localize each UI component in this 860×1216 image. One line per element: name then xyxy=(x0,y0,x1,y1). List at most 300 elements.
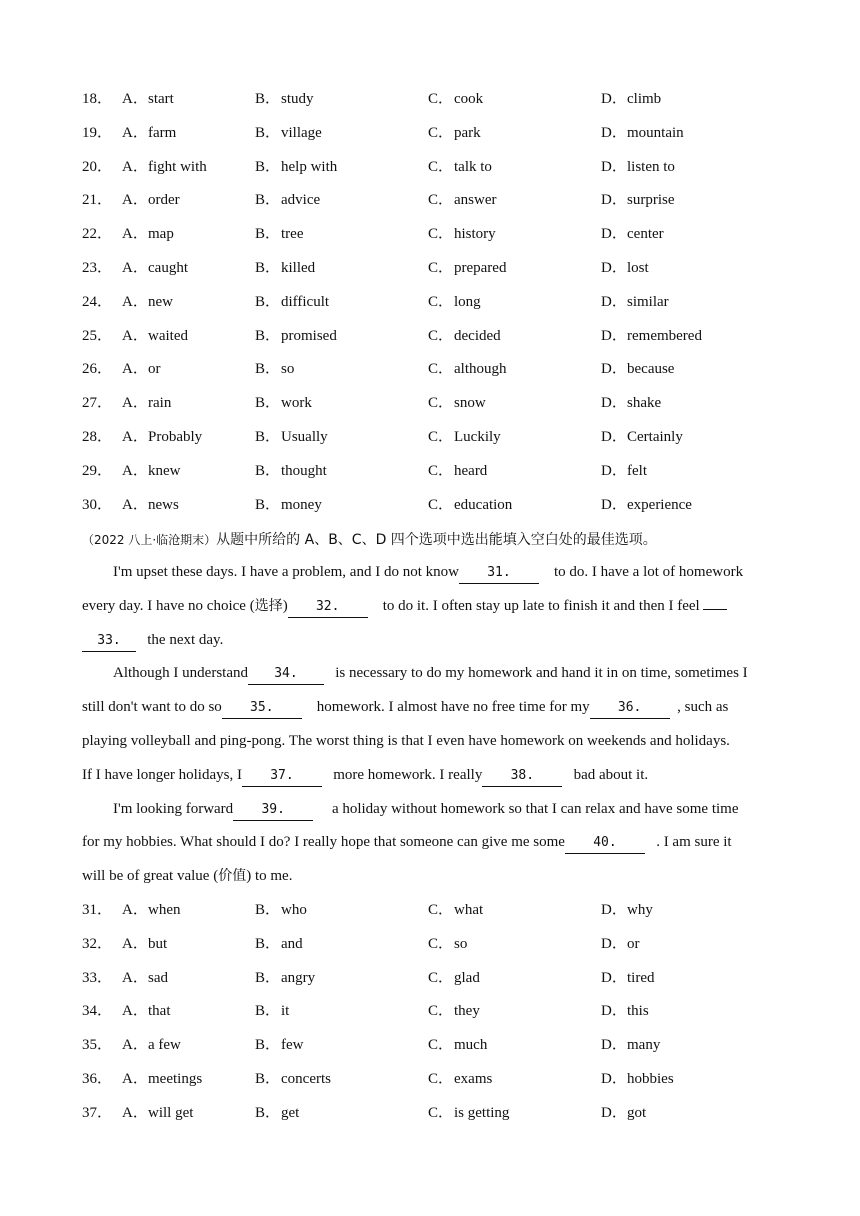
option-a[interactable] xyxy=(122,122,176,144)
option-text: so xyxy=(454,935,468,952)
option-b[interactable] xyxy=(255,257,315,279)
option-d[interactable] xyxy=(601,967,655,989)
option-letter: C． xyxy=(428,327,454,344)
option-letter: B． xyxy=(255,1104,281,1121)
option-letter: B． xyxy=(255,429,281,445)
question-number: 36． xyxy=(82,1071,113,1087)
option-b[interactable] xyxy=(255,426,328,448)
option-text: prepared xyxy=(454,260,507,276)
option-letter: D． xyxy=(601,902,627,918)
passage-text: I'm upset these days. I have a problem, and I do not know xyxy=(113,564,459,580)
option-text: cook xyxy=(454,91,484,107)
option-a[interactable] xyxy=(122,426,202,448)
option-b[interactable] xyxy=(255,1034,304,1056)
option-text: because xyxy=(627,361,675,378)
option-text: and xyxy=(281,935,303,952)
passage-text-cn: 选择 xyxy=(254,597,283,614)
blank-31[interactable]: 31. xyxy=(459,563,539,584)
option-letter: D． xyxy=(601,496,627,513)
option-text: similar xyxy=(627,293,669,310)
passage-text: I'm looking forward xyxy=(113,800,234,817)
option-letter: D． xyxy=(601,1071,627,1087)
question-number: 28． xyxy=(82,429,113,445)
option-a[interactable] xyxy=(122,156,207,178)
option-letter: A． xyxy=(122,361,148,378)
option-text: or xyxy=(627,935,640,952)
option-text: snow xyxy=(454,395,486,412)
passage-line xyxy=(82,624,782,658)
section-heading xyxy=(82,529,657,551)
blank-34[interactable]: 34. xyxy=(248,664,324,685)
option-d[interactable] xyxy=(601,223,664,245)
section-instruction: 从题中所给的 A、B、C、D 四个选项中选出能填入空白处的最佳选项。 xyxy=(216,532,657,548)
option-d[interactable] xyxy=(601,392,661,414)
option-letter: B． xyxy=(255,327,281,344)
option-text: hobbies xyxy=(627,1071,674,1087)
option-text: although xyxy=(454,361,507,378)
option-text: that xyxy=(148,1003,171,1020)
passage-text: ) to me. xyxy=(246,868,293,885)
option-text: meetings xyxy=(148,1071,203,1087)
option-letter: B． xyxy=(255,969,281,986)
option-a[interactable] xyxy=(122,1068,202,1090)
question-number: 18． xyxy=(82,91,113,107)
option-letter: D． xyxy=(601,935,627,952)
option-letter: D． xyxy=(601,395,627,412)
passage-line xyxy=(82,826,782,860)
option-letter: C． xyxy=(428,192,454,209)
option-letter: C． xyxy=(428,1071,454,1087)
option-text: promised xyxy=(281,327,337,344)
option-letter: D． xyxy=(601,293,627,310)
option-d[interactable] xyxy=(601,189,675,211)
option-c[interactable] xyxy=(428,392,486,414)
option-letter: A． xyxy=(122,902,148,918)
option-text: sad xyxy=(148,969,168,986)
option-text: will get xyxy=(148,1104,194,1121)
option-letter: A． xyxy=(122,1003,148,1020)
option-letter: B． xyxy=(255,124,281,141)
option-letter: B． xyxy=(255,935,281,952)
option-b[interactable] xyxy=(255,1000,289,1022)
option-text: knew xyxy=(148,462,181,479)
option-letter: D． xyxy=(601,462,627,479)
passage-text: bad about it. xyxy=(573,766,649,783)
option-text: much xyxy=(454,1037,488,1054)
option-text: Probably xyxy=(148,429,203,445)
passage-line xyxy=(82,793,782,827)
passage-text: Although I understand xyxy=(113,665,248,682)
option-text: get xyxy=(281,1104,300,1121)
option-c[interactable] xyxy=(428,967,480,989)
option-b[interactable] xyxy=(255,1102,299,1124)
question-number: 37． xyxy=(82,1104,113,1121)
option-text: listen to xyxy=(627,158,675,175)
passage-text: more homework. I really xyxy=(333,766,483,783)
option-letter: C． xyxy=(428,969,454,986)
option-text: difficult xyxy=(281,293,330,310)
option-letter: A． xyxy=(122,462,148,479)
option-letter: C． xyxy=(428,935,454,952)
option-d[interactable] xyxy=(601,122,684,144)
option-b[interactable] xyxy=(255,494,322,516)
question-number: 32． xyxy=(82,935,113,952)
option-c[interactable] xyxy=(428,189,496,211)
option-text: killed xyxy=(281,260,316,276)
passage-line xyxy=(82,691,782,725)
option-text: map xyxy=(148,226,174,243)
option-text: park xyxy=(454,124,481,141)
option-c[interactable] xyxy=(428,291,481,313)
option-a[interactable] xyxy=(122,494,179,516)
option-letter: B． xyxy=(255,361,281,378)
option-c[interactable] xyxy=(428,1034,487,1056)
question-number: 26． xyxy=(82,361,113,378)
option-b[interactable] xyxy=(255,325,337,347)
option-b[interactable] xyxy=(255,358,294,380)
option-letter: A． xyxy=(122,124,148,141)
option-c[interactable] xyxy=(428,325,501,347)
option-c[interactable] xyxy=(428,358,507,380)
option-letter: D． xyxy=(601,1037,627,1054)
option-letter: B． xyxy=(255,496,281,513)
option-letter: A． xyxy=(122,429,148,445)
option-letter: A． xyxy=(122,260,148,276)
blank-37[interactable]: 37. xyxy=(242,766,322,787)
option-text: talk to xyxy=(454,158,492,175)
option-c[interactable] xyxy=(428,1068,492,1090)
question-number: 30． xyxy=(82,496,113,513)
option-text: news xyxy=(148,496,179,513)
option-letter: C． xyxy=(428,462,454,479)
option-text: concerts xyxy=(281,1071,331,1087)
option-text: rain xyxy=(148,395,172,412)
option-letter: B． xyxy=(255,192,281,209)
option-text: got xyxy=(627,1104,647,1121)
option-letter: D． xyxy=(601,158,627,175)
option-a[interactable] xyxy=(122,1034,181,1056)
option-text: thought xyxy=(281,462,327,479)
option-text: it xyxy=(281,1003,290,1020)
option-letter: C． xyxy=(428,902,454,918)
option-text: lost xyxy=(627,260,649,276)
option-text: who xyxy=(281,902,307,918)
passage-text: homework. I almost have no free time for my xyxy=(316,699,590,716)
option-a[interactable] xyxy=(122,933,167,955)
option-letter: C． xyxy=(428,496,454,513)
option-b[interactable] xyxy=(255,291,329,313)
section-source: （2022 八上·临沧期末） xyxy=(82,533,217,547)
blank-36[interactable]: 36. xyxy=(590,698,670,719)
option-text: center xyxy=(627,226,664,243)
option-letter: C． xyxy=(428,1003,454,1020)
passage-line xyxy=(82,657,782,691)
passage-text: the next day. xyxy=(147,631,224,648)
option-c[interactable] xyxy=(428,122,481,144)
option-a[interactable] xyxy=(122,358,161,380)
option-text: few xyxy=(281,1037,304,1054)
option-text: Luckily xyxy=(454,429,501,445)
option-letter: A． xyxy=(122,91,148,107)
option-letter: C． xyxy=(428,1104,454,1121)
option-a[interactable] xyxy=(122,223,174,245)
option-text: surprise xyxy=(627,192,675,209)
question-number: 33． xyxy=(82,969,113,986)
option-letter: D． xyxy=(601,969,627,986)
option-text: exams xyxy=(454,1071,493,1087)
option-letter: A． xyxy=(122,935,148,952)
option-c[interactable] xyxy=(428,257,506,279)
option-a[interactable] xyxy=(122,899,181,921)
passage-line xyxy=(82,590,782,624)
option-c[interactable] xyxy=(428,494,512,516)
option-b[interactable] xyxy=(255,189,320,211)
option-text: angry xyxy=(281,969,316,986)
option-text: is getting xyxy=(454,1104,510,1121)
option-letter: B． xyxy=(255,395,281,412)
option-letter: B． xyxy=(255,1037,281,1054)
option-text: many xyxy=(627,1037,661,1054)
option-letter: B． xyxy=(255,1003,281,1020)
option-letter: B． xyxy=(255,902,281,918)
option-text: tree xyxy=(281,226,304,243)
option-c[interactable] xyxy=(428,460,487,482)
option-text: village xyxy=(281,124,322,141)
question-number: 22． xyxy=(82,226,113,243)
passage-text: will be of great value ( xyxy=(82,868,219,885)
passage-text: every day. I have no choice ( xyxy=(82,597,255,614)
option-c[interactable] xyxy=(428,899,483,921)
option-d[interactable] xyxy=(601,1000,649,1022)
option-text: waited xyxy=(148,327,188,344)
option-text: what xyxy=(454,902,484,918)
passage-text: for my hobbies. What should I do? I really hope that someone can give me some xyxy=(82,834,565,851)
option-letter: C． xyxy=(428,293,454,310)
option-b[interactable] xyxy=(255,933,303,955)
question-number: 21． xyxy=(82,192,113,209)
option-text: a few xyxy=(148,1037,181,1054)
option-d[interactable] xyxy=(601,1034,660,1056)
option-letter: C． xyxy=(428,158,454,175)
option-text: new xyxy=(148,293,173,310)
option-d[interactable] xyxy=(601,325,702,347)
option-a[interactable] xyxy=(122,189,180,211)
option-text: but xyxy=(148,935,168,952)
option-letter: C． xyxy=(428,361,454,378)
option-b[interactable] xyxy=(255,122,322,144)
option-letter: C． xyxy=(428,91,454,107)
option-letter: A． xyxy=(122,158,148,175)
option-b[interactable] xyxy=(255,156,337,178)
option-c[interactable] xyxy=(428,933,467,955)
option-text: they xyxy=(454,1003,480,1020)
option-c[interactable] xyxy=(428,426,501,448)
option-a[interactable] xyxy=(122,392,171,414)
option-text: or xyxy=(148,361,161,378)
passage xyxy=(82,556,782,894)
option-a[interactable] xyxy=(122,967,168,989)
option-d[interactable] xyxy=(601,291,669,313)
option-text: money xyxy=(281,496,322,513)
option-text: shake xyxy=(627,395,662,412)
option-letter: B． xyxy=(255,158,281,175)
option-text: so xyxy=(281,361,295,378)
option-text: help with xyxy=(281,158,338,175)
option-c[interactable] xyxy=(428,156,492,178)
passage-text: to do. I have a lot of homework xyxy=(553,564,744,580)
passage-text: playing volleyball and ping-pong. The worst thing is that I even have homework on weekends and holidays. xyxy=(82,732,730,749)
blank-39[interactable]: 39. xyxy=(233,800,313,821)
option-text: Usually xyxy=(281,429,328,445)
blank-32[interactable]: 32. xyxy=(288,597,368,618)
option-text: tired xyxy=(627,969,655,986)
option-b[interactable] xyxy=(255,460,327,482)
option-letter: A． xyxy=(122,969,148,986)
option-a[interactable] xyxy=(122,257,188,279)
option-c[interactable] xyxy=(428,223,496,245)
option-letter: C． xyxy=(428,1037,454,1054)
option-text: work xyxy=(281,395,312,412)
option-letter: B． xyxy=(255,462,281,479)
question-number: 24． xyxy=(82,293,113,310)
passage-text: , such as xyxy=(677,699,729,716)
option-letter: C． xyxy=(428,124,454,141)
option-text: advice xyxy=(281,192,321,209)
option-d[interactable] xyxy=(601,933,640,955)
option-letter: C． xyxy=(428,429,454,445)
option-text: experience xyxy=(627,496,692,513)
question-number: 23． xyxy=(82,260,113,276)
option-letter: D． xyxy=(601,91,627,107)
option-text: caught xyxy=(148,260,188,276)
option-d[interactable] xyxy=(601,460,647,482)
option-letter: A． xyxy=(122,1104,148,1121)
option-c[interactable] xyxy=(428,1102,509,1124)
option-letter: A． xyxy=(122,293,148,310)
option-d[interactable] xyxy=(601,899,653,921)
passage-text: ) xyxy=(282,597,288,614)
blank-35[interactable]: 35. xyxy=(222,698,302,719)
option-letter: D． xyxy=(601,226,627,243)
option-b[interactable] xyxy=(255,899,307,921)
option-text: felt xyxy=(627,462,647,479)
option-c[interactable] xyxy=(428,88,483,110)
blank-33-start[interactable] xyxy=(703,609,727,610)
option-letter: A． xyxy=(122,395,148,412)
option-d[interactable] xyxy=(601,426,683,448)
option-text: why xyxy=(627,902,653,918)
option-text: farm xyxy=(148,124,177,141)
option-a[interactable] xyxy=(122,1102,193,1124)
option-letter: D． xyxy=(601,124,627,141)
blank-40[interactable]: 40. xyxy=(565,833,645,854)
question-number: 20． xyxy=(82,158,113,175)
passage-text: . I am sure it xyxy=(656,834,732,851)
passage-text: is necessary to do my homework and hand it in on time, sometimes I xyxy=(335,665,748,682)
option-a[interactable] xyxy=(122,88,174,110)
option-letter: D． xyxy=(601,260,627,276)
option-letter: D． xyxy=(601,1104,627,1121)
option-letter: A． xyxy=(122,327,148,344)
option-letter: A． xyxy=(122,496,148,513)
option-text: history xyxy=(454,226,496,243)
option-letter: A． xyxy=(122,192,148,209)
option-d[interactable] xyxy=(601,88,661,110)
option-a[interactable] xyxy=(122,460,181,482)
option-text: climb xyxy=(627,91,662,107)
option-letter: A． xyxy=(122,1037,148,1054)
option-b[interactable] xyxy=(255,1068,331,1090)
blank-38[interactable]: 38. xyxy=(482,766,562,787)
option-letter: D． xyxy=(601,192,627,209)
option-text: Certainly xyxy=(627,429,683,445)
option-letter: A． xyxy=(122,226,148,243)
blank-33[interactable]: 33. xyxy=(82,631,136,652)
option-text: this xyxy=(627,1003,649,1020)
option-d[interactable] xyxy=(601,1068,674,1090)
option-b[interactable] xyxy=(255,88,314,110)
option-b[interactable] xyxy=(255,967,315,989)
option-text: when xyxy=(148,902,181,918)
option-a[interactable] xyxy=(122,291,173,313)
option-letter: D． xyxy=(601,361,627,378)
option-text: start xyxy=(148,91,174,107)
passage-line xyxy=(82,556,782,590)
option-letter: B． xyxy=(255,91,281,107)
option-b[interactable] xyxy=(255,223,303,245)
option-text: fight with xyxy=(148,158,207,175)
option-letter: C． xyxy=(428,260,454,276)
passage-text: If I have longer holidays, I xyxy=(82,766,242,783)
passage-text: to do it. I often stay up late to finish it and then I feel xyxy=(382,597,700,614)
passage-line xyxy=(82,860,782,894)
option-text: glad xyxy=(454,969,480,986)
question-number: 27． xyxy=(82,395,113,412)
option-text: decided xyxy=(454,327,501,344)
question-number: 31． xyxy=(82,902,113,918)
option-a[interactable] xyxy=(122,325,188,347)
question-number: 25． xyxy=(82,327,113,344)
option-letter: B． xyxy=(255,1071,281,1087)
option-b[interactable] xyxy=(255,392,312,414)
passage-text: a holiday without homework so that I can relax and have some time xyxy=(331,800,739,817)
option-d[interactable] xyxy=(601,358,674,380)
passage-line xyxy=(82,759,782,793)
option-text: education xyxy=(454,496,513,513)
option-text: remembered xyxy=(627,327,702,344)
option-text: order xyxy=(148,192,180,209)
option-d[interactable] xyxy=(601,156,675,178)
option-letter: B． xyxy=(255,226,281,243)
option-letter: C． xyxy=(428,226,454,243)
passage-text-cn: 价值 xyxy=(218,868,247,885)
option-d[interactable] xyxy=(601,257,649,279)
option-letter: D． xyxy=(601,1003,627,1020)
option-d[interactable] xyxy=(601,494,692,516)
passage-text: still don't want to do so xyxy=(82,699,222,716)
passage-line xyxy=(82,725,782,759)
question-number: 34． xyxy=(82,1003,113,1020)
option-letter: B． xyxy=(255,260,281,276)
option-letter: C． xyxy=(428,395,454,412)
option-text: mountain xyxy=(627,124,684,141)
option-text: long xyxy=(454,293,481,310)
option-letter: A． xyxy=(122,1071,148,1087)
option-a[interactable] xyxy=(122,1000,171,1022)
option-d[interactable] xyxy=(601,1102,646,1124)
option-c[interactable] xyxy=(428,1000,480,1022)
question-number: 29． xyxy=(82,462,113,479)
